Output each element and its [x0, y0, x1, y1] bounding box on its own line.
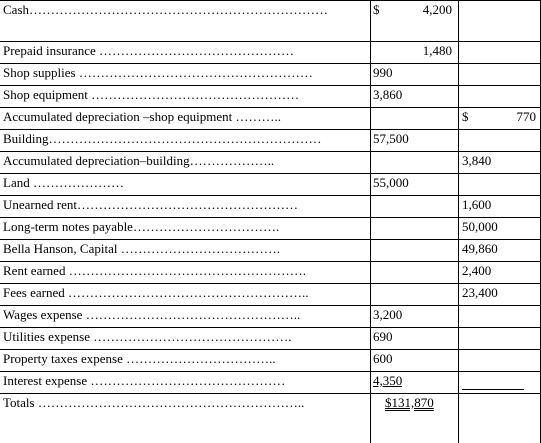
- debit-amount: 690: [373, 329, 393, 344]
- table-row: [0, 219, 541, 241]
- row-divider: [0, 195, 541, 196]
- table-row: [0, 351, 541, 373]
- credit-total-underline: [462, 389, 524, 390]
- credit-amount: 3,840: [462, 153, 492, 168]
- table-row: [0, 263, 541, 285]
- row-divider: [0, 261, 541, 262]
- credit-amount: 2,400: [462, 263, 492, 278]
- account-name: Accumulated depreciation–building………………..: [3, 153, 275, 168]
- credit-amount: 1,600: [462, 197, 492, 212]
- row-divider: [0, 85, 541, 86]
- table-row: [0, 373, 541, 395]
- account-name: Utilities expense ……………………………………….: [3, 329, 292, 344]
- account-name: Prepaid insurance ………………………………………: [3, 43, 295, 58]
- account-name: Wages expense …………………………………………..: [3, 307, 301, 322]
- debit-amount: 3,860: [373, 87, 403, 102]
- account-name: Land …………………: [3, 175, 124, 190]
- table-row: [0, 175, 541, 197]
- debit-amount: 600: [373, 351, 393, 366]
- row-divider: [0, 239, 541, 240]
- account-name: Unearned rent……………………………………………: [3, 197, 298, 212]
- row-divider: [0, 107, 541, 108]
- table-row: [0, 153, 541, 175]
- top-border: [0, 0, 541, 1]
- row-divider: [0, 41, 541, 42]
- table-row: [0, 329, 541, 351]
- table-row: [0, 395, 541, 443]
- debit-amount: 4,200: [422, 2, 452, 17]
- row-divider: [0, 63, 541, 64]
- account-name: Shop equipment …………………………………………: [3, 87, 300, 102]
- row-divider: [0, 349, 541, 350]
- table-row: [0, 87, 541, 109]
- table-row: [0, 285, 541, 307]
- credit-currency-sign: $: [462, 109, 469, 124]
- row-divider: [0, 173, 541, 174]
- table-row: [0, 131, 541, 153]
- account-name: Cash……………………………………………………………: [3, 2, 328, 17]
- row-divider: [0, 283, 541, 284]
- row-divider: [0, 151, 541, 152]
- debit-amount: 57,500: [373, 131, 409, 146]
- debit-amount: 4,350: [373, 373, 403, 388]
- debit-amount: 55,000: [373, 175, 409, 190]
- table-row: [0, 2, 541, 43]
- account-name: Totals ……………………………………………………..: [3, 395, 305, 410]
- debit-currency-sign: $: [373, 2, 380, 17]
- row-divider: [0, 129, 541, 130]
- table-row: [0, 197, 541, 219]
- row-divider: [0, 327, 541, 328]
- credit-amount: 50,000: [462, 219, 498, 234]
- account-name: Interest expense ………………………………………: [3, 373, 286, 388]
- account-name: Bella Hanson, Capital ……………………………….: [3, 241, 280, 256]
- row-divider: [0, 393, 541, 394]
- credit-amount: 23,400: [462, 285, 498, 300]
- account-name: Rent earned ……………………………………………….: [3, 263, 306, 278]
- debit-amount: 3,200: [373, 307, 403, 322]
- debit-amount: $131,870: [385, 395, 434, 410]
- credit-amount: 49,860: [462, 241, 498, 256]
- table-row: [0, 109, 541, 131]
- account-name: Long-term notes payable…………………………….: [3, 219, 280, 234]
- table-row: [0, 307, 541, 329]
- row-divider: [0, 305, 541, 306]
- row-divider: [0, 371, 541, 372]
- account-name: Fees earned ………………………………………………..: [3, 285, 309, 300]
- row-divider: [0, 217, 541, 218]
- debit-amount: 990: [373, 65, 393, 80]
- table-row: [0, 43, 541, 65]
- table-row: [0, 241, 541, 263]
- debit-amount: 1,480: [422, 43, 452, 58]
- account-name: Building………………………………………………………: [3, 131, 322, 146]
- account-name: Shop supplies ………………………………………………: [3, 65, 313, 80]
- account-name: Property taxes expense ……………………………..: [3, 351, 276, 366]
- credit-amount: 770: [516, 109, 536, 124]
- table-row: [0, 65, 541, 87]
- account-name: Accumulated depreciation –shop equipment ………..: [3, 109, 281, 124]
